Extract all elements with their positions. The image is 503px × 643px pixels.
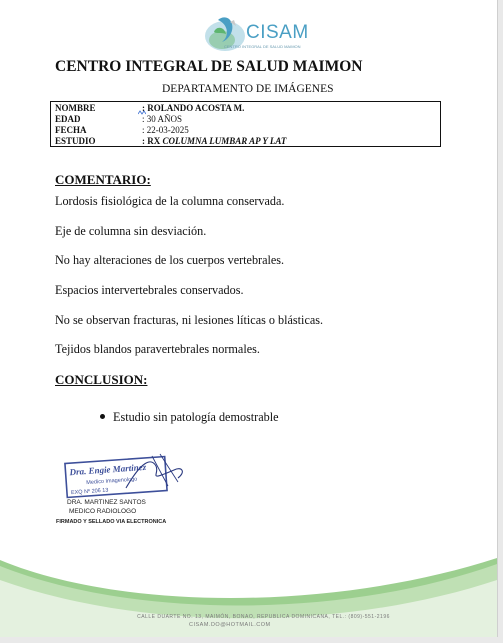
stamp-exq: EXQ Nº 206 13 xyxy=(70,487,109,497)
conclusion-item: Estudio sin patología demostrable xyxy=(113,410,279,424)
stamp-role: Medico Imagenologo xyxy=(86,476,138,487)
footer-address: CALLE DUARTE NO. 13, MAIMÓN, BONAO, REPUBLICA DOMINICANA, TEL.: (809)-551-2196 xyxy=(137,614,390,620)
signer-name: DRA. MARTINEZ SANTOS xyxy=(67,499,146,506)
study-date-value: : 22-03-2025 xyxy=(142,125,189,135)
patient-name-value: : ROLANDO ACOSTA M. xyxy=(142,103,245,113)
logo-subtitle: CENTRO INTEGRAL DE SALUD MAIMON xyxy=(224,44,301,49)
page-edge-right xyxy=(497,0,503,643)
study-type-label: ESTUDIO xyxy=(55,136,96,146)
conclusion-heading: CONCLUSION: xyxy=(55,372,148,387)
study-type-prefix: : RX xyxy=(142,136,163,146)
department-title: DEPARTAMENTO DE IMÁGENES xyxy=(162,83,334,95)
finding-item: No se observan fracturas, ni lesiones líticas o blásticas. xyxy=(55,313,324,327)
study-type-name: COLUMNA LUMBAR AP Y LAT xyxy=(162,136,287,146)
signature-note: FIRMADO Y SELLADO VIA ELECTRONICA xyxy=(56,519,167,525)
stamp-name: Dra. Engie Martinez xyxy=(69,461,147,478)
comentario-heading: COMENTARIO: xyxy=(55,172,151,187)
signer-role: MEDICO RADIOLOGO xyxy=(69,508,137,515)
patient-age-label: EDAD xyxy=(55,114,81,124)
finding-item: Espacios intervertebrales conservados. xyxy=(55,283,244,297)
page-title: CENTRO INTEGRAL DE SALUD MAIMON xyxy=(55,58,363,75)
finding-item: Tejidos blandos paravertebrales normales. xyxy=(55,342,260,356)
finding-item: Eje de columna sin desviación. xyxy=(55,224,207,238)
study-date-label: FECHA xyxy=(55,125,87,135)
bullet-icon xyxy=(100,414,105,419)
page-edge-bottom xyxy=(0,637,503,643)
logo-name: CISAM xyxy=(246,22,309,43)
study-type-value xyxy=(142,136,286,147)
footer-email: CISAM.DO@HOTMAIL.COM xyxy=(189,622,271,628)
signature-stamp xyxy=(56,452,196,502)
patient-age-value: : 30 AÑOS xyxy=(142,114,183,124)
patient-name-label: NOMBRE xyxy=(55,103,96,113)
finding-item: Lordosis fisiológica de la columna conservada. xyxy=(55,194,285,208)
finding-item: No hay alteraciones de los cuerpos vertebrales. xyxy=(55,253,285,267)
